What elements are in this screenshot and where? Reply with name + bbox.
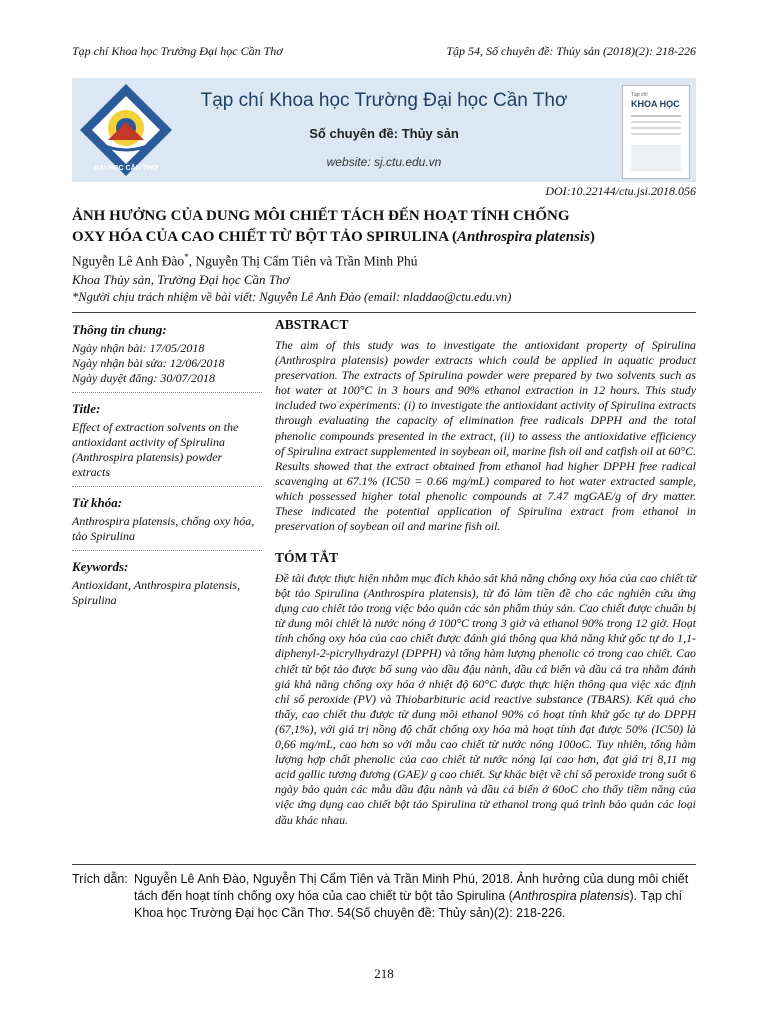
vi-keywords-heading: Từ khóa: (72, 495, 123, 510)
title-species: Anthrospira platensis (456, 229, 590, 245)
abstract-text: The aim of this study was to investigate the antioxidant property of Spirulina (Anthrospira platensis) powder extracts which could be applied in aquatic product preservation. The extracts of Spirulina powder were prepared by two solvents such as hot water at 100°C in 3 hours and 90% ethanol extraction in 12 hours. This study included two experiments: (i) to investigate the antioxidant activity of Spirulina extracts through evaluating the capacity of elimination free radicals DPPH and the total phenolic compounds presented in the extract, (ii) to assess the antioxidative efficiency of Spirulina extract supplemented in soybean oil, marine fish oil and catfish oil at 60°C. Results showed that the extract obtained from ethanol had higher DPPH free radical scavenging at 67.1% (IC50 = 0.66 mg/mL) compared to hot water extracted sample, which possessed higher total phenolic compounds at 7.47 mgGAE/g of dry matter. These indicated the potential application of Spirulina extract from ethanol in preservation of soybean oil and marine fish oil. (275, 338, 696, 534)
running-head-right: Tập 54, Số chuyên đề: Thủy sản (2018)(2): 218-226 (446, 44, 696, 58)
english-title-heading: Title: (72, 401, 101, 416)
cover-title: KHOA HỌC (631, 99, 680, 109)
logo-text: ĐẠI HỌC CẦN THƠ (94, 165, 158, 172)
en-keywords-heading: Keywords: (72, 559, 129, 574)
journal-cover-thumbnail (622, 85, 690, 179)
journal-website: website: sj.ctu.edu.vn (326, 155, 442, 169)
issue-label: Số chuyên đề: Thủy sản (309, 126, 459, 141)
accepted-date: Ngày duyệt đăng: 30/07/2018 (72, 371, 215, 385)
english-title: Effect of extraction solvents on the antioxidant activity of Spirulina (Anthrospira platensis) powder extracts (72, 420, 239, 479)
citation-divider (72, 864, 696, 865)
doi: DOI:10.22144/ctu.jsi.2018.056 (545, 184, 696, 198)
received-date: Ngày nhận bài: 17/05/2018 (72, 341, 205, 355)
citation-text: Nguyễn Lê Anh Đào, Nguyễn Thị Cẩm Tiên và Trần Minh Phú, 2018. Ảnh hưởng của dung môi chiết tách đến hoạt tính chống oxy hóa của cao chiết từ bột tảo Spirulina (Anthrospira platensis). Tạp chí Khoa học Trường Đại học Cần Thơ. 54(Số chuyên đề: Thủy sản)(2): 218-226. (134, 872, 689, 920)
title-line-1: ẢNH HƯỞNG CỦA DUNG MÔI CHIẾT TÁCH ĐẾN HOẠT TÍNH CHỐNG (72, 208, 570, 224)
affiliation: Khoa Thủy sản, Trường Đại học Cần Thơ (72, 272, 290, 287)
summary-text: Đề tài được thực hiện nhằm mục đích khảo sát khả năng chống oxy hóa của cao chiết từ bột tảo Spirulina (Anthrospira platensis), từ đó làm tiền đề cho các nghiên cứu ứng dụng cao chiết tảo trong việc bảo quản các sản phẩm thủy sản. Cao chiết được chuẩn bị từ dung môi chiết là nước nóng ở 100°C trong 3 giờ và ethanol 90% trong 12 giờ. Hoạt tính chống oxy hóa của cao chiết được đánh giá thông qua khả năng khử gốc tự do 1,1-diphenyl-2-picrylhydrazyl (DPPH) và tổng hàm lượng phenolic có trong cao chiết. Cao chiết từ bột tảo được bổ sung vào dầu đậu nành, dầu cá biển và dầu cá tra nhằm đánh giá khả năng chống oxy hóa ở nhiệt độ 60°C được thực hiện thông qua việc xác định chỉ số peroxide (PV) và Thiobarbituric acid reactive substance (TBARS). Kết quả cho thấy, cao chiết thu được từ dung môi ethanol 90% có hoạt tính khử gốc tự do DPPH (67,1%), với giá trị nồng độ chất chống oxy hóa mà hoạt tính đạt được 50% (IC50) là 0,66 mg/mL, cao hơn so với mẫu cao chiết từ nước nóng 100oC. Tuy nhiên, tổng hàm lượng hợp chất phenolic của cao chiết từ nước nóng lại cao hơn, đạt giá trị 8,11 mg acid gallic tương đương (GAE)/ g cao chiết. Sự khác biệt về chỉ số peroxide trong suốt 6 ngày bảo quản các mẫu dầu đậu nành và dầu cá biển ở 60oC cho thấy tiềm năng của việc ứng dụng cao chiết bột tảo Spirulina từ ethanol trong quá trình bảo quản các loại dầu khác nhau. (275, 571, 696, 827)
abstract-heading: ABSTRACT (275, 317, 349, 332)
vi-keywords: Anthrospira platensis, chống oxy hóa, tảo Spirulina (72, 514, 255, 543)
article-info-sidebar (72, 322, 262, 608)
journal-name: Tạp chí Khoa học Trường Đại học Cần Thơ (200, 90, 568, 111)
cover-small-text: Tạp chí (631, 92, 648, 98)
citation-label: Trích dẫn: (72, 872, 128, 886)
revised-date: Ngày nhận bài sửa: 12/06/2018 (72, 356, 225, 370)
info-heading: Thông tin chung: (72, 322, 167, 337)
corresponding-author: *Người chịu trách nhiệm về bài viết: Nguyễn Lê Anh Đào (email: nladdao@ctu.edu.vn) (72, 290, 512, 304)
running-head-left: Tạp chí Khoa học Trường Đại học Cần Thơ (72, 44, 283, 58)
header-divider (72, 312, 696, 313)
article-title (72, 206, 696, 248)
abstract-section (275, 317, 696, 534)
summary-section (275, 550, 696, 828)
summary-heading: TÓM TẮT (275, 550, 339, 565)
en-keywords: Antioxidant, Anthrospira platensis, Spirulina (72, 578, 241, 607)
authors: Nguyễn Lê Anh Đào*, Nguyễn Thị Cẩm Tiên và Trần Minh Phú (72, 252, 418, 269)
title-line-2: OXY HÓA CỦA CAO CHIẾT TỪ BỘT TẢO SPIRULINA (Anthrospira platensis) (72, 229, 595, 245)
page-number: 218 (374, 966, 394, 981)
